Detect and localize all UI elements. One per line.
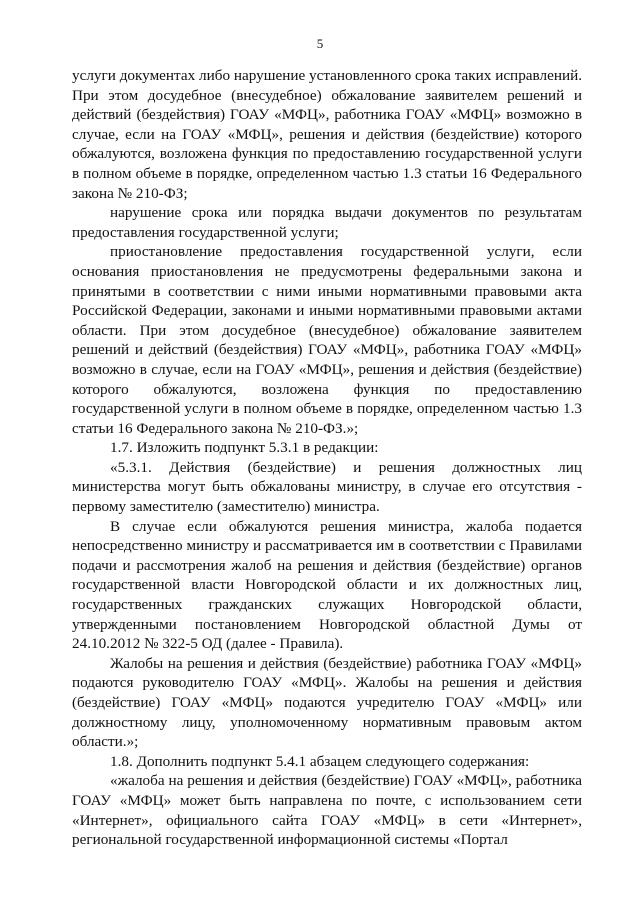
paragraph-8: 1.8. Дополнить подпункт 5.4.1 абзацем следующего содержания: xyxy=(110,752,530,770)
paragraph-6: В случае если обжалуются решения министра, жалоба подается непосредственно министру и рассматривается им в соответствии с Правилами подачи и рассмотрения жалоб на решения и действия (бездействие) органов государственной власти Новгородской области и их должностных лиц, государственных гражданских служащих Новгородской области, утвержденными постановлением Новгородской областной Думы от 24.10.2012 № 322-5 ОД (далее - Правила). xyxy=(72,517,582,653)
paragraph-7: Жалобы на решения и действия (бездействие) работника ГОАУ «МФЦ» подаются руководителю ГОАУ «МФЦ». Жалобы на решения и действия (бездействие) ГОАУ «МФЦ» подаются учредителю ГОАУ «МФЦ» или должностному лицу, уполномоченному нормативным правовым актом области.»; xyxy=(72,654,582,751)
paragraph-9: «жалоба на решения и действия (бездействие) ГОАУ «МФЦ», работника ГОАУ «МФЦ» может быть направлена по почте, с использованием сети «Интернет», официального сайта ГОАУ «МФЦ» в сети «Интернет», региональной государственной информационной системы «Портал xyxy=(72,772,582,849)
paragraph-3: приостановление предоставления государственной услуги, если основания приостановления не предусмотрены федеральными закона и принятыми в соответствии с ними иными нормативными правовыми акта Российской Федерации, законами и иными нормативными правовыми актами области. При этом досудебное (внесудебное) обжалование заявителем решений и действий (бездействия) ГОАУ «МФЦ», работника ГОАУ «МФЦ» возможно в случае, если на ГОАУ «МФЦ», решения и действия (бездействие) которого обжалуются, возложена функция по предоставлению государственной услуги в полном объеме в порядке, определенном частью 1.3 статьи 16 Федерального закона № 210-ФЗ.»; xyxy=(72,243,582,437)
document-body xyxy=(72,66,582,850)
paragraph-4: 1.7. Изложить подпункт 5.3.1 в редакции: xyxy=(110,439,379,457)
paragraph-2: нарушение срока или порядка выдачи документов по результатам предоставления государственной услуги; xyxy=(72,204,582,241)
page-number: 5 xyxy=(316,36,324,51)
paragraph-5: «5.3.1. Действия (бездействие) и решения должностных лиц министерства могут быть обжалованы министру, в случае его отсутствия - первому заместителю (заместителю) министра. xyxy=(72,458,582,516)
paragraph-1: услуги документах либо нарушение установленного срока таких исправлений. При этом досудебное (внесудебное) обжалование заявителем решений и действий (бездействия) ГОАУ «МФЦ», работника ГОАУ «МФЦ» возможно в случае, если на ГОАУ «МФЦ», решения и действия (бездействие) которого обжалуются, возложена функция по предоставлению государственной услуги в полном объеме в порядке, определенном частью 1.3 статьи 16 Федерального закона № 210-ФЗ; xyxy=(72,67,582,202)
